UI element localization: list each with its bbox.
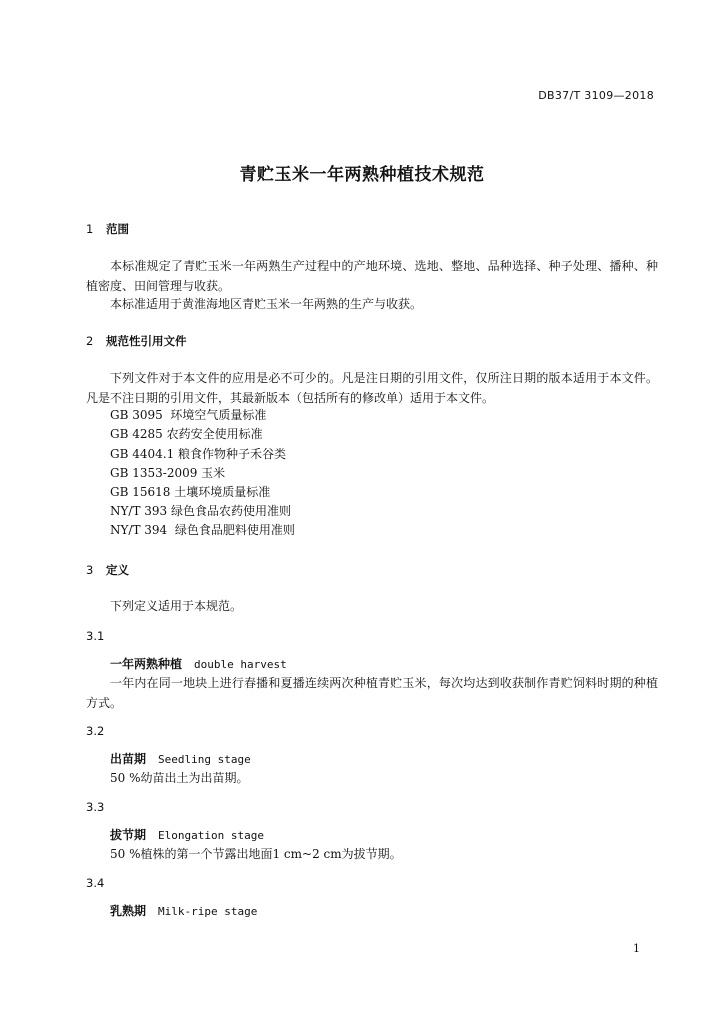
reference-item: NY/T 394 绿色食品肥料使用准则 xyxy=(110,523,295,537)
reference-item: GB 4285 农药安全使用标准 xyxy=(110,427,263,441)
term-en: Seedling stage xyxy=(158,753,251,766)
section-1-para-2: 本标准适用于黄淮海地区青贮玉米一年两熟的生产与收获。 xyxy=(110,297,423,311)
definition-number: 3.2 xyxy=(86,724,105,738)
definition-term xyxy=(110,901,257,922)
section-1-number: 1 xyxy=(86,222,94,236)
reference-item: GB 15618 土壤环境质量标准 xyxy=(110,485,271,499)
definition-term xyxy=(110,825,264,846)
term-en: Elongation stage xyxy=(158,829,264,842)
term-zh: 出苗期 xyxy=(110,752,147,766)
section-2-title: 规范性引用文件 xyxy=(106,334,187,348)
term-en: Milk-ripe stage xyxy=(158,905,258,918)
definition-text: 50 %幼苗出土为出苗期。 xyxy=(110,771,249,785)
section-2-heading xyxy=(86,333,187,349)
section-3-intro: 下列定义适用于本规范。 xyxy=(110,599,243,613)
definition-text: 一年内在同一地块上进行春播和夏播连续两次种植青贮玉米，每次均达到收获制作青贮饲料时期的种植方式。 xyxy=(86,676,658,710)
section-2-para-1: 下列文件对于本文件的应用是必不可少的。凡是注日期的引用文件，仅所注日期的版本适用于本文件。凡是不注日期的引用文件，其最新版本（包括所有的修改单）适用于本文件。 xyxy=(86,371,658,405)
section-1-para-1: 本标准规定了青贮玉米一年两熟生产过程中的产地环境、选地、整地、品种选择、种子处理、播种、种植密度、田间管理与收获。 xyxy=(86,259,658,293)
section-1-heading xyxy=(86,221,129,237)
section-3-number: 3 xyxy=(86,563,94,577)
reference-item: NY/T 393 绿色食品农药使用准则 xyxy=(110,504,292,518)
reference-item: GB 1353-2009 玉米 xyxy=(110,466,226,480)
term-zh: 拔节期 xyxy=(110,828,147,842)
definition-number: 3.1 xyxy=(86,629,105,643)
term-zh: 一年两熟种植 xyxy=(110,657,183,671)
page-number: 1 xyxy=(633,942,640,955)
standard-code: DB37/T 3109—2018 xyxy=(538,89,654,102)
definition-number: 3.4 xyxy=(86,876,105,890)
definition-text: 50 %植株的第一个节露出地面1 cm~2 cm为拔节期。 xyxy=(110,847,402,861)
definition-term xyxy=(110,749,251,770)
definition-term xyxy=(110,654,287,675)
reference-item: GB 4404.1 粮食作物种子禾谷类 xyxy=(110,447,287,461)
section-3-title: 定义 xyxy=(106,563,129,577)
section-2-number: 2 xyxy=(86,334,94,348)
section-3-heading xyxy=(86,562,129,578)
term-zh: 乳熟期 xyxy=(110,904,147,918)
reference-item: GB 3095 环境空气质量标准 xyxy=(110,408,267,422)
document-title: 青贮玉米一年两熟种植技术规范 xyxy=(239,165,485,185)
definition-number: 3.3 xyxy=(86,800,105,814)
section-1-title: 范围 xyxy=(106,222,129,236)
term-en: double harvest xyxy=(194,658,287,671)
